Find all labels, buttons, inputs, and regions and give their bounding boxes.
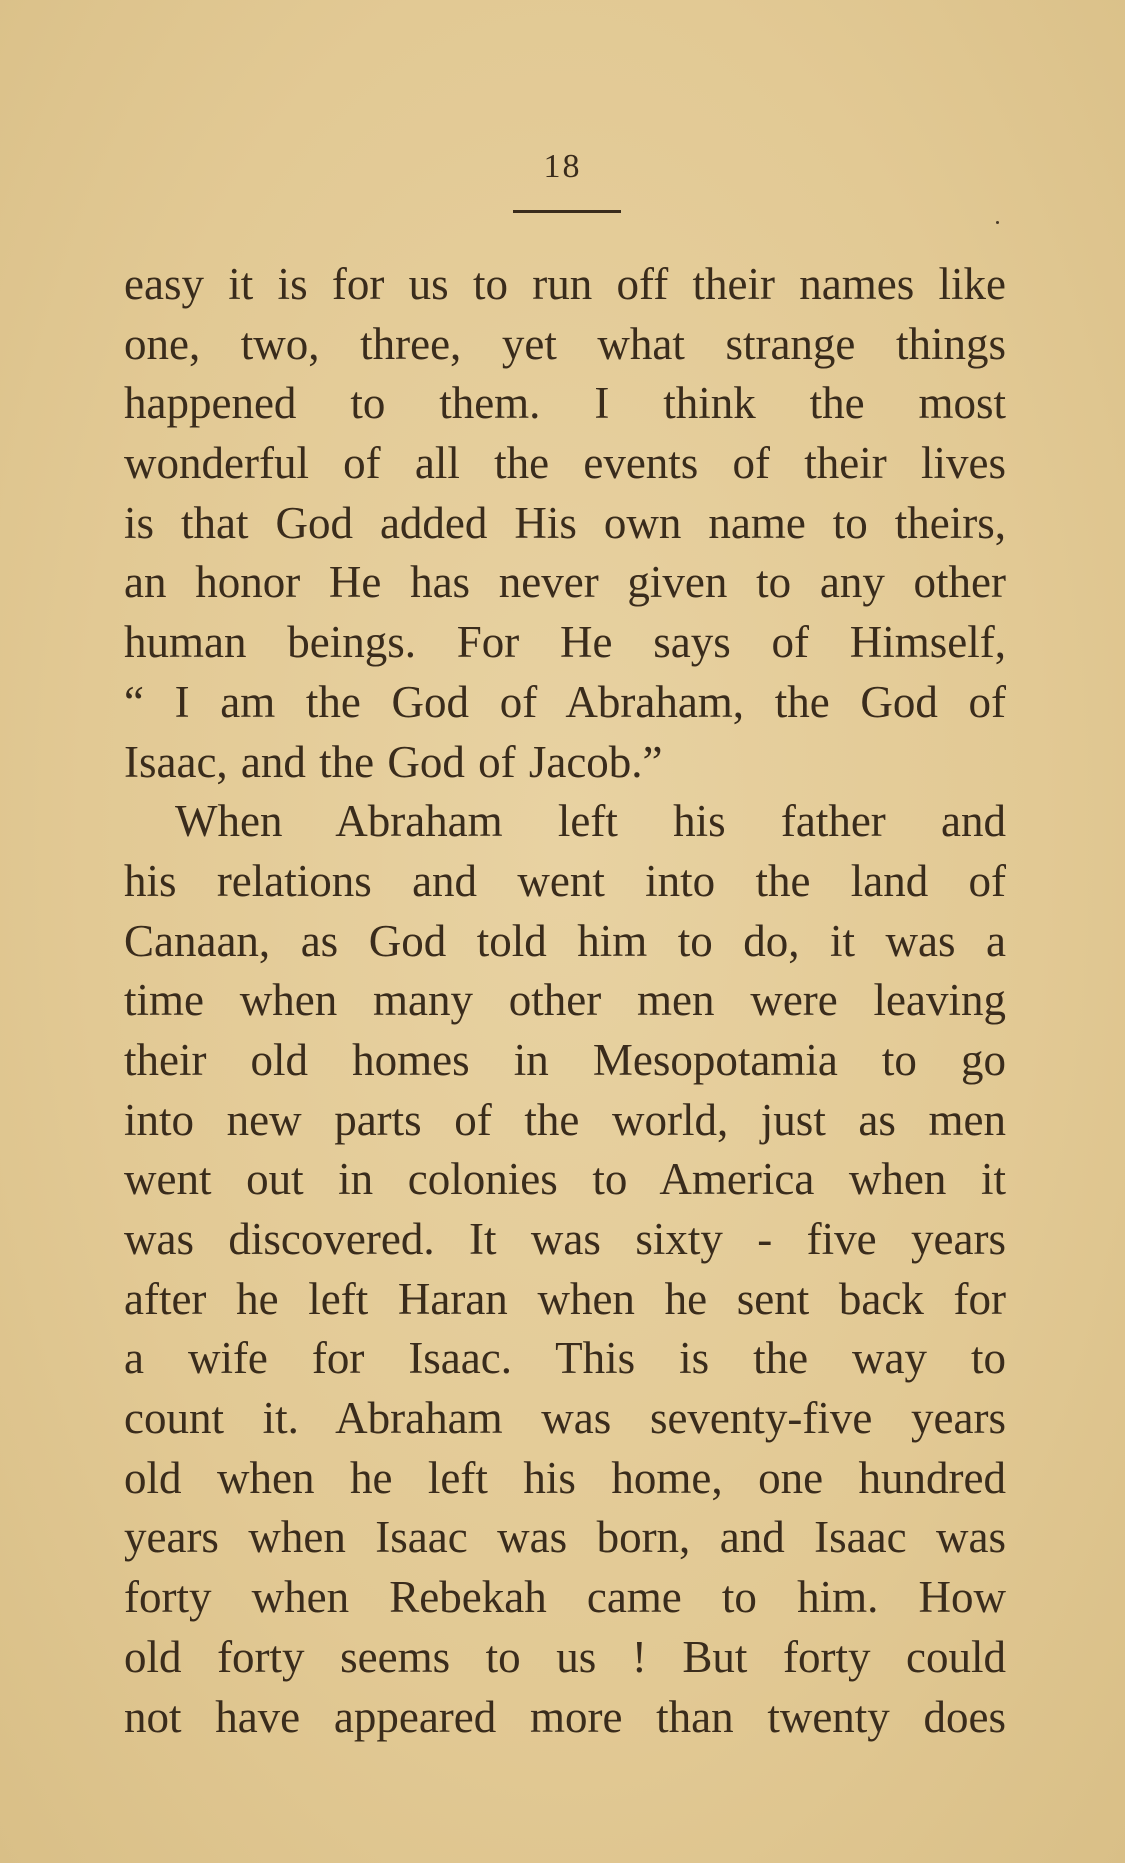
page-number: 18 [543,148,582,185]
paragraph-start-line: When Abraham left his father and [175,796,1006,847]
paper-speck [996,221,999,224]
text-line: a wife for Isaac. This is the way to [124,1333,1006,1384]
text-line: easy it is for us to run off their names like [124,259,1006,309]
text-line: went out in colonies to America when it [124,1154,1006,1205]
text-line: human beings. For He says of Himself, [124,617,1006,668]
text-line: his relations and went into the land of [124,855,1006,906]
text-line: happened to them. I think the most [124,378,1006,429]
text-line: one, two, three, yet what strange things [124,318,1006,369]
text-line: years when Isaac was born, and Isaac was [124,1512,1006,1563]
text-line: not have appeared more than twenty does [124,1691,1006,1742]
text-line: is that God added His own name to theirs, [124,497,1006,548]
body-text [124,255,1006,1747]
text-line: “ I am the God of Abraham, the God of [124,676,1006,727]
header-rule [513,210,621,213]
text-line: their old homes in Mesopotamia to go [124,1034,1006,1085]
text-line: time when many other men were leaving [124,975,1006,1026]
text-line: was discovered. It was sixty - five years [124,1214,1006,1264]
text-line: count it. Abraham was seventy-five years [124,1393,1006,1444]
text-line: old forty seems to us ! But forty could [124,1631,1006,1682]
text-line: wonderful of all the events of their lives [124,438,1006,489]
text-line: forty when Rebekah came to him. How [124,1572,1006,1623]
text-line: Isaac, and the God of Jacob.” [124,736,663,787]
text-line: into new parts of the world, just as men [124,1094,1006,1145]
text-line: Canaan, as God told him to do, it was a [124,915,1006,966]
text-line: after he left Haran when he sent back for [124,1273,1006,1324]
text-line: old when he left his home, one hundred [124,1452,1006,1503]
text-line: an honor He has never given to any other [124,557,1006,608]
